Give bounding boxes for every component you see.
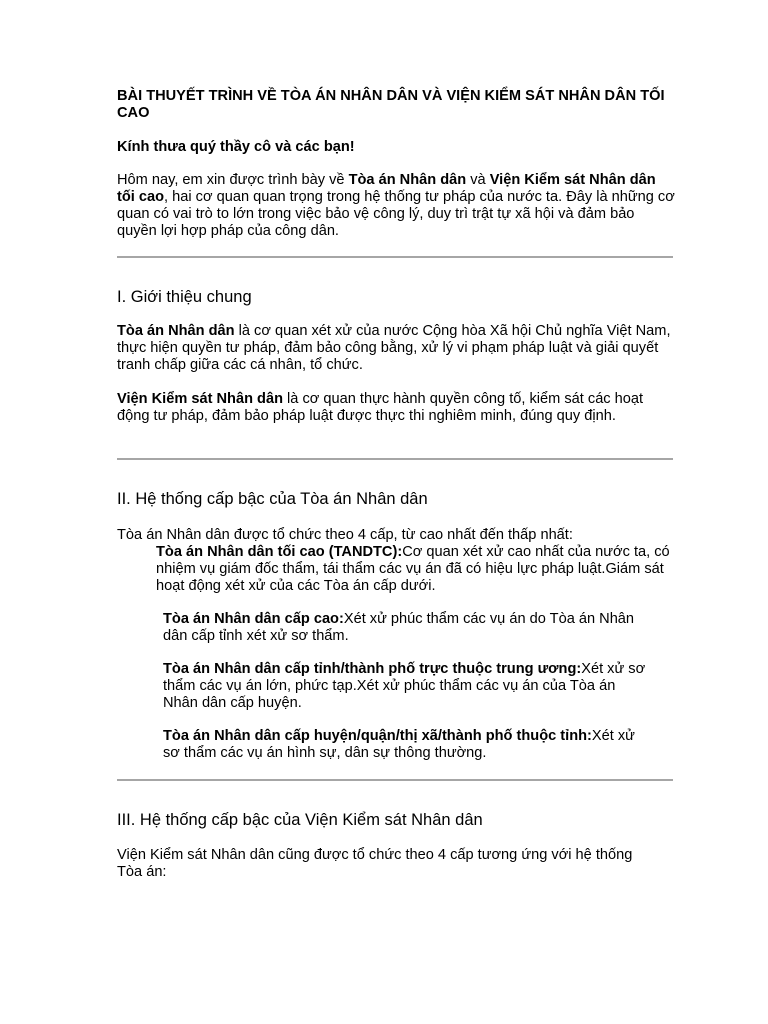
intro-paragraph (117, 172, 675, 240)
section-2-lead: Tòa án Nhân dân được tổ chức theo 4 cấp, từ cao nhất đến thấp nhất: (117, 527, 573, 543)
court-level-4-name: Tòa án Nhân dân cấp huyện/quận/thị xã/thành phố thuộc tỉnh: (163, 728, 592, 744)
divider-1 (117, 256, 673, 258)
section-2-heading: II. Hệ thống cấp bậc của Tòa án Nhân dân (117, 490, 428, 508)
court-level-2 (163, 611, 643, 645)
court-level-3-name: Tòa án Nhân dân cấp tỉnh/thành phố trực thuộc trung ương: (163, 661, 582, 677)
intro-bold-toa-an: Tòa án Nhân dân (348, 172, 467, 188)
court-level-1-desc: Cơ quan xét xử cao nhất của nước ta, có nhiệm vụ giám đốc thẩm, tái thẩm các vụ án đã có hiệu lực pháp luật.Giám sát hoạt động xét xử của các Tòa án cấp dưới. (156, 544, 670, 594)
para-1-text: là cơ quan xét xử của nước Cộng hòa Xã hội Chủ nghĩa Việt Nam, thực hiện quyền tư pháp, đảm bảo công bằng, xử lý vi phạm pháp luật và giải quyết tranh chấp giữa các cá nhân, tổ chức. (117, 323, 671, 373)
para-1-bold: Tòa án Nhân dân (117, 323, 235, 339)
section-1-para-2 (117, 391, 677, 425)
greeting: Kính thưa quý thầy cô và các bạn! (117, 139, 355, 155)
intro-text-2: và (466, 172, 490, 188)
document-title: BÀI THUYẾT TRÌNH VỀ TÒA ÁN NHÂN DÂN VÀ VIỆN KIỂM SÁT NHÂN DÂN TỐI CAO (117, 88, 665, 121)
intro-bold-vien-kiem-sat: Viện Kiểm sát Nhân dân tối cao (117, 172, 656, 205)
court-level-3 (163, 661, 648, 712)
section-1-para-1 (117, 323, 677, 374)
court-level-1-name: Tòa án Nhân dân tối cao (TANDTC): (156, 544, 403, 560)
divider-2 (117, 458, 673, 460)
intro-text-1: Hôm nay, em xin được trình bày về (117, 172, 349, 188)
court-level-3-desc: Xét xử sơ thẩm các vụ án lớn, phức tạp.Xét xử phúc thẩm các vụ án của Tòa án Nhân dân cấp huyện. (163, 661, 646, 711)
court-level-4 (163, 728, 653, 762)
para-2-text: là cơ quan thực hành quyền công tố, kiểm sát các hoạt động tư pháp, đảm bảo pháp luật được thực thi nghiêm minh, đúng quy định. (117, 391, 644, 424)
court-level-2-desc: Xét xử phúc thẩm các vụ án do Tòa án Nhân dân cấp tỉnh xét xử sơ thẩm. (163, 611, 635, 644)
intro-text-3: , hai cơ quan quan trọng trong hệ thống tư pháp của nước ta. Đây là những cơ quan có vai trò to lớn trong việc bảo vệ công lý, duy trì trật tự xã hội và đảm bảo quyền lợi hợp pháp của công dân. (117, 189, 675, 239)
section-1-heading: I. Giới thiệu chung (117, 288, 252, 306)
section-3-lead: Viện Kiểm sát Nhân dân cũng được tổ chức theo 4 cấp tương ứng với hệ thống Tòa án: (117, 847, 633, 880)
court-level-4-desc: Xét xử sơ thẩm các vụ án hình sự, dân sự thông thường. (163, 728, 635, 761)
court-level-1 (156, 544, 676, 595)
court-level-2-name: Tòa án Nhân dân cấp cao: (163, 611, 344, 627)
para-2-bold: Viện Kiểm sát Nhân dân (117, 391, 283, 407)
section-3-heading: III. Hệ thống cấp bậc của Viện Kiểm sát Nhân dân (117, 811, 483, 829)
divider-3 (117, 779, 673, 781)
